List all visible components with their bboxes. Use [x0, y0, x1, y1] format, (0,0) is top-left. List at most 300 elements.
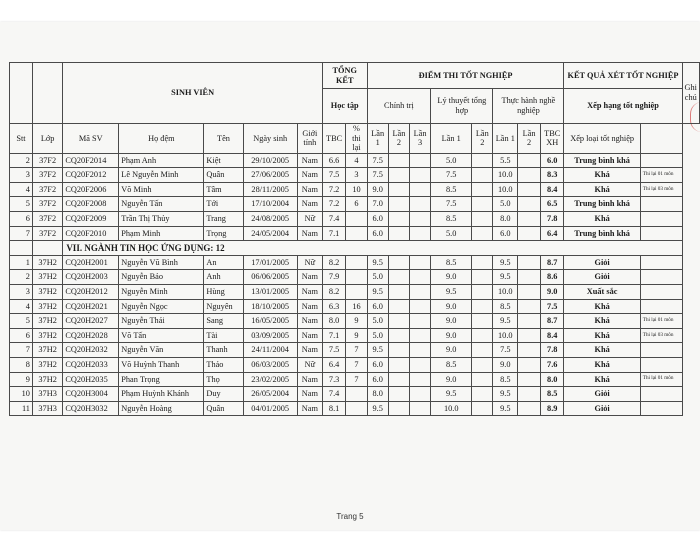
cell-xl: Trung bình khá — [564, 226, 640, 241]
cell-lop: 37H3 — [32, 401, 62, 416]
cell-ma: CQ20H2021 — [63, 299, 119, 314]
header-ket-qua: KẾT QUẢ XÉT TỐT NGHIỆP — [564, 63, 682, 89]
cell-ct2 — [388, 314, 409, 329]
cell-ct2 — [388, 299, 409, 314]
header-lt-lan2: Lần 2 — [472, 124, 493, 154]
cell-lop: 37H2 — [32, 343, 62, 358]
cell-ct2 — [388, 372, 409, 387]
cell-gt: Nam — [297, 387, 322, 402]
table-row — [10, 226, 700, 241]
cell-stt: 2 — [10, 153, 33, 168]
cell-ngay: 06/06/2005 — [243, 270, 297, 285]
cell-stt: 11 — [10, 401, 33, 416]
cell-lt2 — [472, 343, 493, 358]
cell-xl: Khá — [564, 328, 640, 343]
cell-tbc: 7.9 — [322, 270, 345, 285]
cell-ct3 — [410, 197, 431, 212]
cell-ct2 — [388, 343, 409, 358]
cell-xl: Giỏi — [564, 387, 640, 402]
cell-xl: Khá — [564, 299, 640, 314]
cell-lt1: 9.5 — [431, 387, 472, 402]
table-row — [10, 387, 700, 402]
cell-stt: 7 — [10, 343, 33, 358]
cell-gc — [640, 284, 682, 299]
cell-ho: Nguyễn Tấn — [119, 197, 204, 212]
cell-gc — [640, 197, 682, 212]
cell-gt: Nam — [297, 343, 322, 358]
table-row — [10, 197, 700, 212]
cell-gt: Nam — [297, 153, 322, 168]
cell-gc: Thi lại 01 môn — [640, 372, 682, 387]
table-row — [10, 270, 700, 285]
cell-stt: 4 — [10, 182, 33, 197]
cell-tbc: 7.4 — [322, 211, 345, 226]
cell-ma: CQ20H2027 — [63, 314, 119, 329]
cell-lt2 — [472, 270, 493, 285]
cell-ct2 — [388, 182, 409, 197]
cell-lop: 37F2 — [32, 182, 62, 197]
cell-tbc: 8.0 — [322, 314, 345, 329]
header-ct-lan2: Lần 2 — [388, 124, 409, 154]
section2-empty-lop — [32, 241, 62, 256]
cell-th2 — [518, 270, 541, 285]
cell-lop: 37H2 — [32, 255, 62, 270]
cell-lt1: 9.0 — [431, 299, 472, 314]
cell-ct3 — [410, 255, 431, 270]
cell-lt2 — [472, 284, 493, 299]
table-row — [10, 343, 700, 358]
cell-lop: 37H2 — [32, 357, 62, 372]
cell-ma: CQ20H2032 — [63, 343, 119, 358]
cell-gt: Nữ — [297, 357, 322, 372]
header-xep-loai: Xếp loại tốt nghiệp — [564, 124, 640, 154]
cell-ten: Kiệt — [204, 153, 243, 168]
cell-ngay: 29/10/2005 — [243, 153, 297, 168]
graduation-results-table — [9, 62, 700, 416]
cell-tbc: 8.1 — [322, 401, 345, 416]
cell-lt1: 9.0 — [431, 328, 472, 343]
cell-gt: Nữ — [297, 255, 322, 270]
cell-gt: Nam — [297, 372, 322, 387]
table-row — [10, 357, 700, 372]
cell-xh: 6.5 — [541, 197, 564, 212]
cell-xh: 8.0 — [541, 372, 564, 387]
cell-lt1: 10.0 — [431, 401, 472, 416]
cell-ma: CQ20H2035 — [63, 372, 119, 387]
cell-ten: Sang — [204, 314, 243, 329]
cell-xh: 8.7 — [541, 255, 564, 270]
cell-stt: 4 — [10, 299, 33, 314]
cell-stt: 5 — [10, 197, 33, 212]
cell-lop: 37F2 — [32, 197, 62, 212]
cell-th2 — [518, 299, 541, 314]
cell-ma: CQ20F2010 — [63, 226, 119, 241]
cell-ct1: 5.0 — [367, 328, 388, 343]
cell-th1: 5.0 — [493, 197, 518, 212]
cell-ngay: 17/01/2005 — [243, 255, 297, 270]
cell-gt: Nam — [297, 168, 322, 183]
cell-ten: Trọng — [204, 226, 243, 241]
cell-gt: Nam — [297, 328, 322, 343]
cell-th1: 10.0 — [493, 328, 518, 343]
cell-ct3 — [410, 182, 431, 197]
cell-ho: Nguyễn Văn — [119, 343, 204, 358]
cell-ct3 — [410, 211, 431, 226]
cell-th1: 9.5 — [493, 255, 518, 270]
cell-ct2 — [388, 401, 409, 416]
cell-lt2 — [472, 299, 493, 314]
cell-ngay: 26/05/2004 — [243, 387, 297, 402]
cell-th2 — [518, 372, 541, 387]
cell-th1: 9.5 — [493, 270, 518, 285]
cell-xl: Khá — [564, 182, 640, 197]
cell-ma: CQ20F2006 — [63, 182, 119, 197]
cell-ct1: 7.5 — [367, 153, 388, 168]
cell-ct1: 6.0 — [367, 372, 388, 387]
cell-ct1: 9.5 — [367, 343, 388, 358]
cell-ten: Quân — [204, 168, 243, 183]
cell-th2 — [518, 357, 541, 372]
cell-th1: 7.5 — [493, 343, 518, 358]
cell-gc — [640, 357, 682, 372]
cell-gt: Nam — [297, 182, 322, 197]
cell-lt1: 9.0 — [431, 314, 472, 329]
header-ly-thuyet: Lý thuyết tổng hợp — [431, 89, 493, 124]
header-empty-stt — [10, 63, 33, 124]
cell-th2 — [518, 168, 541, 183]
cell-tbc: 7.2 — [322, 182, 345, 197]
cell-th2 — [518, 314, 541, 329]
cell-gt: Nam — [297, 401, 322, 416]
cell-lt1: 8.5 — [431, 357, 472, 372]
cell-th1: 6.0 — [493, 226, 518, 241]
cell-ct1: 8.0 — [367, 387, 388, 402]
cell-ct3 — [410, 328, 431, 343]
cell-lt1: 8.5 — [431, 182, 472, 197]
cell-ct3 — [410, 401, 431, 416]
cell-ten: Duy — [204, 387, 243, 402]
header-th-lan1: Lần 1 — [493, 124, 518, 154]
cell-stt: 10 — [10, 387, 33, 402]
cell-xh: 8.6 — [541, 270, 564, 285]
cell-ho: Nguyễn Hoàng — [119, 401, 204, 416]
cell-ho: Nguyễn Bảo — [119, 270, 204, 285]
cell-ct1: 6.0 — [367, 226, 388, 241]
cell-xh: 6.0 — [541, 153, 564, 168]
cell-ho: Phạm Anh — [119, 153, 204, 168]
cell-ngay: 28/11/2005 — [243, 182, 297, 197]
cell-ten: Tới — [204, 197, 243, 212]
cell-xl: Giỏi — [564, 255, 640, 270]
cell-th1: 8.0 — [493, 211, 518, 226]
cell-ct3 — [410, 226, 431, 241]
cell-stt: 3 — [10, 168, 33, 183]
cell-lop: 37H2 — [32, 299, 62, 314]
section1-rows — [10, 153, 700, 241]
cell-gt: Nam — [297, 270, 322, 285]
cell-ho: Nguyễn Ngọc — [119, 299, 204, 314]
cell-xh: 7.8 — [541, 343, 564, 358]
cell-stt: 1 — [10, 255, 33, 270]
cell-ten: Trang — [204, 211, 243, 226]
cell-ct1: 7.0 — [367, 197, 388, 212]
cell-xl: Khá — [564, 372, 640, 387]
table-row — [10, 401, 700, 416]
cell-pct — [346, 226, 367, 241]
cell-ten: Tài — [204, 328, 243, 343]
cell-pct — [346, 401, 367, 416]
header-xep-hang: Xếp hạng tốt nghiệp — [564, 89, 682, 124]
cell-xh: 9.0 — [541, 284, 564, 299]
cell-xl: Khá — [564, 211, 640, 226]
cell-stt: 2 — [10, 270, 33, 285]
header-ma-sv: Mã SV — [63, 124, 119, 154]
cell-gc — [640, 387, 682, 402]
cell-ho: Phan Trọng — [119, 372, 204, 387]
cell-ho: Lê Nguyễn Minh — [119, 168, 204, 183]
cell-gt: Nam — [297, 284, 322, 299]
cell-pct: 6 — [346, 197, 367, 212]
cell-ten: Thọ — [204, 372, 243, 387]
table-row — [10, 168, 700, 183]
cell-lop: 37H3 — [32, 387, 62, 402]
cell-xh: 8.4 — [541, 182, 564, 197]
cell-gc: Thi lại 03 môn — [640, 328, 682, 343]
cell-ct1: 5.0 — [367, 270, 388, 285]
cell-th2 — [518, 328, 541, 343]
cell-lt2 — [472, 211, 493, 226]
cell-lt2 — [472, 314, 493, 329]
cell-lt1: 7.5 — [431, 168, 472, 183]
cell-th2 — [518, 211, 541, 226]
cell-ngay: 04/01/2005 — [243, 401, 297, 416]
cell-ma: CQ20F2012 — [63, 168, 119, 183]
cell-ct2 — [388, 226, 409, 241]
cell-lt2 — [472, 197, 493, 212]
cell-ma: CQ20H3032 — [63, 401, 119, 416]
cell-tbc: 7.4 — [322, 387, 345, 402]
header-stt: Stt — [10, 124, 33, 154]
cell-ct2 — [388, 211, 409, 226]
table-row — [10, 153, 700, 168]
cell-stt: 6 — [10, 211, 33, 226]
header-tbc: TBC — [322, 124, 345, 154]
cell-stt: 8 — [10, 357, 33, 372]
cell-ct2 — [388, 197, 409, 212]
cell-ho: Trần Thị Thủy — [119, 211, 204, 226]
cell-ct3 — [410, 284, 431, 299]
cell-ct1: 6.0 — [367, 211, 388, 226]
cell-tbc: 7.5 — [322, 168, 345, 183]
cell-gt: Nam — [297, 299, 322, 314]
cell-lt2 — [472, 401, 493, 416]
cell-ma: CQ20H2028 — [63, 328, 119, 343]
cell-xh: 8.3 — [541, 168, 564, 183]
cell-th2 — [518, 255, 541, 270]
cell-lt2 — [472, 226, 493, 241]
cell-ngay: 24/08/2005 — [243, 211, 297, 226]
header-lt-lan1: Lần 1 — [431, 124, 472, 154]
cell-th2 — [518, 284, 541, 299]
cell-tbc: 7.2 — [322, 197, 345, 212]
cell-xl: Khá — [564, 314, 640, 329]
header-lop: Lớp — [32, 124, 62, 154]
cell-xl: Trung bình khá — [564, 197, 640, 212]
cell-ct2 — [388, 168, 409, 183]
cell-pct: 9 — [346, 314, 367, 329]
cell-lop: 37F2 — [32, 153, 62, 168]
cell-xh: 7.6 — [541, 357, 564, 372]
table-row — [10, 372, 700, 387]
cell-ct1: 9.5 — [367, 255, 388, 270]
cell-xl: Giỏi — [564, 270, 640, 285]
cell-lt2 — [472, 168, 493, 183]
cell-gc: Thi lại 03 môn — [640, 182, 682, 197]
cell-ho: Nguyễn Vũ Bình — [119, 255, 204, 270]
cell-pct: 4 — [346, 153, 367, 168]
cell-ct1: 5.0 — [367, 314, 388, 329]
cell-pct — [346, 270, 367, 285]
header-tbc-xh: TBC XH — [541, 124, 564, 154]
cell-ct2 — [388, 328, 409, 343]
header-gioi-tinh: Giới tính — [297, 124, 322, 154]
cell-ct3 — [410, 153, 431, 168]
header-thuc-hanh: Thực hành nghề nghiệp — [493, 89, 564, 124]
cell-ct2 — [388, 153, 409, 168]
cell-ct1: 6.0 — [367, 357, 388, 372]
cell-gc — [640, 226, 682, 241]
cell-ho: Phạm Huỳnh Khánh — [119, 387, 204, 402]
cell-pct — [346, 211, 367, 226]
cell-th1: 10.0 — [493, 182, 518, 197]
cell-th2 — [518, 226, 541, 241]
cell-ct3 — [410, 343, 431, 358]
cell-stt: 5 — [10, 314, 33, 329]
cell-th1: 9.5 — [493, 387, 518, 402]
cell-gc — [640, 343, 682, 358]
cell-ngay: 23/02/2005 — [243, 372, 297, 387]
cell-xl: Khá — [564, 357, 640, 372]
cell-tbc: 7.3 — [322, 372, 345, 387]
cell-lt2 — [472, 182, 493, 197]
cell-ct1: 6.0 — [367, 299, 388, 314]
cell-gc — [640, 211, 682, 226]
cell-ma: CQ20H2033 — [63, 357, 119, 372]
cell-pct — [346, 255, 367, 270]
cell-lop: 37H2 — [32, 270, 62, 285]
section2-heading — [10, 241, 700, 256]
cell-pct: 3 — [346, 168, 367, 183]
table-row — [10, 328, 700, 343]
cell-ct2 — [388, 284, 409, 299]
cell-gt: Nữ — [297, 211, 322, 226]
header-pct-thi-lai: % thi lại — [346, 124, 367, 154]
cell-ct2 — [388, 357, 409, 372]
cell-ma: CQ20F2014 — [63, 153, 119, 168]
cell-ct1: 9.5 — [367, 284, 388, 299]
cell-tbc: 7.1 — [322, 328, 345, 343]
cell-stt: 6 — [10, 328, 33, 343]
header-diem-thi: ĐIỂM THI TỐT NGHIỆP — [367, 63, 564, 89]
header-th-lan2: Lần 2 — [518, 124, 541, 154]
cell-lt2 — [472, 255, 493, 270]
cell-lop: 37H2 — [32, 372, 62, 387]
cell-ten: Tâm — [204, 182, 243, 197]
document-page — [0, 22, 700, 530]
cell-ngay: 24/11/2004 — [243, 343, 297, 358]
cell-ho: Võ Minh — [119, 182, 204, 197]
cell-th2 — [518, 343, 541, 358]
cell-gt: Nam — [297, 226, 322, 241]
cell-ho: Nguyễn Thái — [119, 314, 204, 329]
cell-lt2 — [472, 372, 493, 387]
cell-ten: Thanh — [204, 343, 243, 358]
cell-ct1: 7.5 — [367, 168, 388, 183]
cell-th1: 5.5 — [493, 153, 518, 168]
cell-lop: 37F2 — [32, 211, 62, 226]
header-tong-ket: TỔNG KẾT — [322, 63, 367, 89]
cell-xh: 7.5 — [541, 299, 564, 314]
table-row — [10, 182, 700, 197]
cell-lt2 — [472, 387, 493, 402]
cell-th2 — [518, 197, 541, 212]
cell-ngay: 03/09/2005 — [243, 328, 297, 343]
cell-ma: CQ20H2012 — [63, 284, 119, 299]
cell-gc — [640, 270, 682, 285]
cell-lt1: 5.0 — [431, 226, 472, 241]
cell-lop: 37F2 — [32, 168, 62, 183]
cell-lt2 — [472, 153, 493, 168]
cell-ngay: 17/10/2004 — [243, 197, 297, 212]
cell-xh: 8.7 — [541, 314, 564, 329]
cell-xh: 8.9 — [541, 401, 564, 416]
cell-ma: CQ20H3004 — [63, 387, 119, 402]
header-chinh-tri: Chính trị — [367, 89, 431, 124]
cell-xl: Khá — [564, 343, 640, 358]
section2-empty-stt — [10, 241, 33, 256]
cell-gc — [640, 401, 682, 416]
cell-ct3 — [410, 299, 431, 314]
cell-th2 — [518, 401, 541, 416]
cell-tbc: 8.2 — [322, 255, 345, 270]
section2-rows — [10, 255, 700, 416]
cell-ho: Phạm Minh — [119, 226, 204, 241]
cell-ct2 — [388, 387, 409, 402]
table-row — [10, 255, 700, 270]
table-row — [10, 211, 700, 226]
header-ngay-sinh: Ngày sinh — [243, 124, 297, 154]
cell-ngay: 13/01/2005 — [243, 284, 297, 299]
cell-tbc: 6.3 — [322, 299, 345, 314]
cell-pct: 10 — [346, 182, 367, 197]
cell-xh: 8.5 — [541, 387, 564, 402]
cell-ct3 — [410, 270, 431, 285]
cell-ten: Nguyên — [204, 299, 243, 314]
cell-ct3 — [410, 387, 431, 402]
cell-ct2 — [388, 270, 409, 285]
cell-ten: An — [204, 255, 243, 270]
cell-xl: Trung bình khá — [564, 153, 640, 168]
cell-tbc: 7.5 — [322, 343, 345, 358]
header-ten: Tên — [204, 124, 243, 154]
cell-th1: 8.5 — [493, 372, 518, 387]
cell-lt1: 9.0 — [431, 343, 472, 358]
cell-ten: Anh — [204, 270, 243, 285]
cell-pct — [346, 284, 367, 299]
cell-gc — [640, 153, 682, 168]
header-ho-dem: Họ đệm — [119, 124, 204, 154]
cell-ct1: 9.5 — [367, 401, 388, 416]
